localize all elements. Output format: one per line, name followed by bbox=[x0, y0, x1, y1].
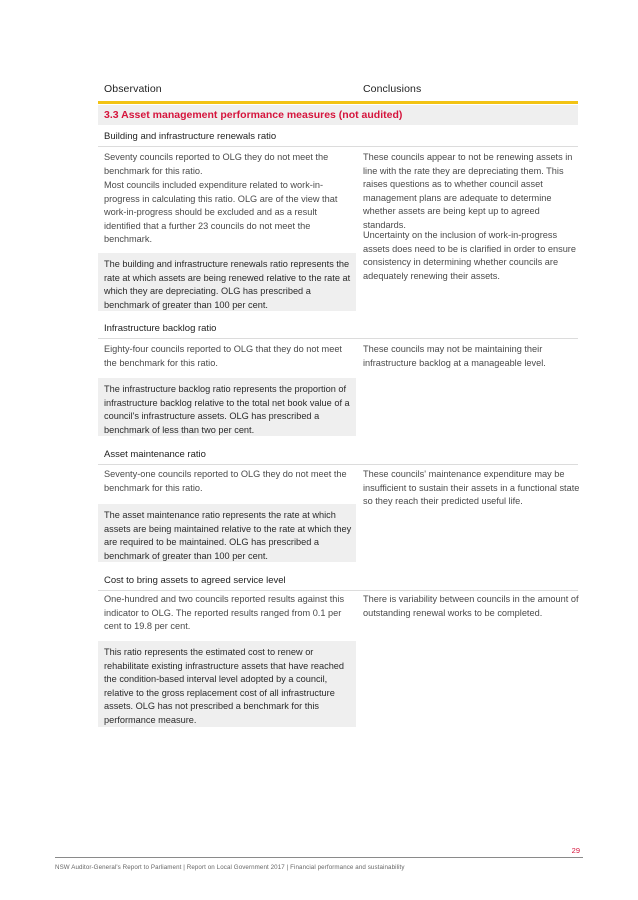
block-divider bbox=[98, 146, 578, 147]
definition-renewals: The building and infrastructure renewals ratio represents the rate at which assets are being renewed relative to the rate at which they are depreciating. OLG has prescribed a benchmark of greater than 100 per cent. bbox=[104, 259, 351, 310]
block-divider bbox=[98, 338, 578, 339]
observation-renewals-1: Seventy councils reported to OLG they do not meet the benchmark for this ratio. bbox=[104, 152, 329, 176]
definition-cost: This ratio represents the estimated cost to renew or rehabilitate existing infrastructure assets that have reached the condition-based interval level adopted by a council, relative to the gross replacement cost of all infrastructure assets. OLG has not prescribed a benchmark for this performance measure. bbox=[104, 647, 345, 725]
block-heading-maintenance: Asset maintenance ratio bbox=[104, 449, 206, 460]
definition-box-backlog bbox=[98, 378, 356, 436]
definition-box-renewals bbox=[98, 253, 356, 311]
observation-cost-1: One-hundred and two councils reported results against this indicator to OLG. The reported results ranged from 0.1 per cent to 19.8 per cent. bbox=[104, 594, 345, 631]
conclusion-renewals-1: These councils appear to not be renewing assets in line with the rate they are depreciating them. This raises questions as to whether council asset management plans are adequate to determine whether assets are being kept up to agreed standards. bbox=[363, 152, 573, 230]
block-divider bbox=[98, 464, 578, 465]
observation-column-header: Observation bbox=[104, 83, 162, 95]
conclusion-maintenance-1: These councils' maintenance expenditure may be insufficient to sustain their assets in a functional state so they reach their predicted useful life. bbox=[363, 469, 580, 506]
block-heading-cost: Cost to bring assets to agreed service level bbox=[104, 575, 286, 586]
definition-backlog: The infrastructure backlog ratio represents the proportion of infrastructure backlog relative to the total net book value of a council's infrastructure assets. OLG has prescribed a benchmark of less than two per cent. bbox=[104, 384, 350, 435]
observation-renewals-2: Most councils included expenditure related to work-in-progress in calculating this ratio. OLG are of the view that work-in-progress should be excluded and as a result identified that a further 23 councils do not meet the benchmark. bbox=[104, 180, 338, 244]
conclusions-column-header: Conclusions bbox=[363, 83, 422, 95]
conclusion-renewals-2: Uncertainty on the inclusion of work-in-progress assets does need to be is clarified in order to ensure consistency in determining whether councils are adequately renewing their assets. bbox=[363, 230, 576, 281]
definition-maintenance: The asset maintenance ratio represents the rate at which assets are being maintained relative to the rate at which they are required to be maintained. OLG has prescribed a benchmark of greater than 100 per cent. bbox=[104, 510, 352, 561]
footer-rule bbox=[55, 857, 583, 858]
header-rule bbox=[98, 101, 578, 104]
observation-maintenance-1: Seventy-one councils reported to OLG they do not meet the benchmark for this ratio. bbox=[104, 469, 347, 493]
footer-text: NSW Auditor-General's Report to Parliament | Report on Local Government 2017 | Financial performance and sustainability bbox=[55, 864, 405, 871]
definition-box-maintenance bbox=[98, 504, 356, 562]
block-heading-backlog: Infrastructure backlog ratio bbox=[104, 323, 217, 334]
section-title: 3.3 Asset management performance measures (not audited) bbox=[104, 109, 403, 121]
conclusion-backlog-1: These councils may not be maintaining their infrastructure backlog at a manageable level. bbox=[363, 344, 546, 368]
page-number: 29 bbox=[571, 846, 580, 855]
definition-box-cost bbox=[98, 641, 356, 727]
block-divider bbox=[98, 590, 578, 591]
conclusion-cost-1: There is variability between councils in the amount of outstanding renewal works to be completed. bbox=[363, 594, 579, 618]
observation-backlog-1: Eighty-four councils reported to OLG that they do not meet the benchmark for this ratio. bbox=[104, 344, 342, 368]
block-heading-renewals: Building and infrastructure renewals ratio bbox=[104, 131, 277, 142]
